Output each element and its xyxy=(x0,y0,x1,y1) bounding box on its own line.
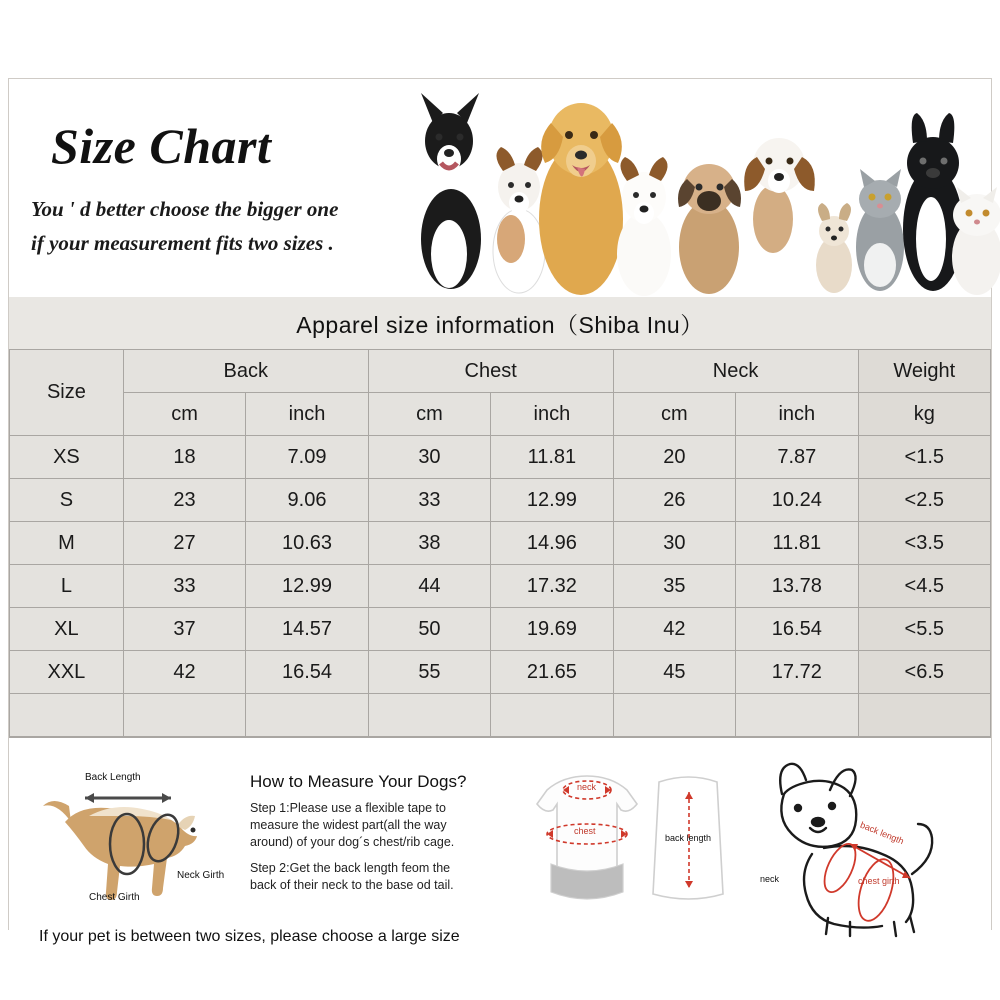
cell-chest-inch: 19.69 xyxy=(491,608,613,651)
cell-size: S xyxy=(10,479,124,522)
cell-chest-cm: 50 xyxy=(368,608,490,651)
empty-cell xyxy=(10,694,124,737)
measure-title: How to Measure Your Dogs? xyxy=(250,772,467,791)
cell-back-inch: 12.99 xyxy=(246,565,368,608)
table-row xyxy=(10,436,991,479)
table-row xyxy=(10,608,991,651)
garment-measurement-diagram xyxy=(529,756,759,926)
cell-back-cm: 42 xyxy=(123,651,245,694)
cell-weight-kg: <6.5 xyxy=(858,651,990,694)
table-title: Apparel size information（Shiba Inu） xyxy=(9,297,991,349)
label-outline-neck: neck xyxy=(760,874,780,884)
table-header-group-row xyxy=(10,350,991,393)
page-title: Size Chart xyxy=(51,118,272,174)
cell-weight-kg: <2.5 xyxy=(858,479,990,522)
cell-neck-cm: 42 xyxy=(613,608,735,651)
dog-border-collie xyxy=(421,93,481,289)
cell-chest-inch: 11.81 xyxy=(491,436,613,479)
table-row xyxy=(10,565,991,608)
cell-chest-inch: 21.65 xyxy=(491,651,613,694)
cell-back-inch: 14.57 xyxy=(246,608,368,651)
cell-size: M xyxy=(10,522,124,565)
size-footnote: If your pet is between two sizes, please choose a large size xyxy=(39,928,460,945)
label-garment-back-length: back length xyxy=(665,833,712,843)
cell-chest-cm: 38 xyxy=(368,522,490,565)
cell-weight-kg: <4.5 xyxy=(858,565,990,608)
table-row xyxy=(10,479,991,522)
empty-cell xyxy=(736,694,858,737)
cell-neck-cm: 30 xyxy=(613,522,735,565)
empty-cell xyxy=(613,694,735,737)
unit-back-inch: inch xyxy=(246,393,368,436)
header-subtitle-line2: if your measurement fits two sizes . xyxy=(31,231,334,255)
cell-back-cm: 33 xyxy=(123,565,245,608)
cell-neck-cm: 45 xyxy=(613,651,735,694)
header-back: Back xyxy=(123,350,368,393)
unit-weight-kg: kg xyxy=(858,393,990,436)
empty-cell xyxy=(491,694,613,737)
cell-weight-kg: <5.5 xyxy=(858,608,990,651)
cell-chest-cm: 44 xyxy=(368,565,490,608)
cell-back-inch: 16.54 xyxy=(246,651,368,694)
cell-size: XXL xyxy=(10,651,124,694)
cell-back-cm: 37 xyxy=(123,608,245,651)
dog-jack-russell-mid xyxy=(617,157,671,296)
header-size: Size xyxy=(10,350,124,436)
table-row-empty xyxy=(10,694,991,737)
dog-pekingese xyxy=(678,164,741,294)
cell-weight-kg: <3.5 xyxy=(858,522,990,565)
cell-back-cm: 27 xyxy=(123,522,245,565)
table-row xyxy=(10,651,991,694)
cell-weight-kg: <1.5 xyxy=(858,436,990,479)
empty-cell xyxy=(368,694,490,737)
table-header-unit-row xyxy=(10,393,991,436)
header-weight: Weight xyxy=(858,350,990,393)
table-row xyxy=(10,522,991,565)
cell-chest-cm: 33 xyxy=(368,479,490,522)
cell-neck-inch: 7.87 xyxy=(736,436,858,479)
label-back-length: Back Length xyxy=(85,772,141,783)
cat-white-persian xyxy=(952,187,1000,295)
cell-size: XL xyxy=(10,608,124,651)
unit-back-cm: cm xyxy=(123,393,245,436)
cell-neck-inch: 11.81 xyxy=(736,522,858,565)
unit-chest-cm: cm xyxy=(368,393,490,436)
size-information-table xyxy=(9,349,991,737)
cell-size: L xyxy=(10,565,124,608)
dog-jack-russell-left xyxy=(493,147,545,293)
cell-neck-cm: 20 xyxy=(613,436,735,479)
cell-size: XS xyxy=(10,436,124,479)
cell-back-cm: 18 xyxy=(123,436,245,479)
dog-beagle xyxy=(744,138,815,293)
label-garment-neck: neck xyxy=(577,782,597,792)
cell-neck-cm: 35 xyxy=(613,565,735,608)
cell-neck-inch: 17.72 xyxy=(736,651,858,694)
header-subtitle-line1: You ' d better choose the bigger one xyxy=(31,197,339,221)
dog-measurement-diagram xyxy=(27,760,239,910)
dog-outline-diagram xyxy=(754,750,969,940)
label-neck-girth: Neck Girth xyxy=(177,870,225,881)
measure-step-1: Step 1:Please use a flexible tape to measure the widest part(all the way around) of your dog´s chest/rib cage. xyxy=(250,801,455,849)
measure-step-2: Step 2:Get the back length feom the back of their neck to the base od tail. xyxy=(250,861,454,892)
empty-cell xyxy=(123,694,245,737)
unit-chest-inch: inch xyxy=(491,393,613,436)
cell-chest-inch: 17.32 xyxy=(491,565,613,608)
empty-cell xyxy=(858,694,990,737)
cell-back-inch: 9.06 xyxy=(246,479,368,522)
dog-chihuahua xyxy=(816,203,852,293)
size-chart-card xyxy=(8,78,992,945)
label-outline-back-length: back length xyxy=(858,819,906,847)
measure-instructions-panel xyxy=(9,737,991,970)
label-outline-chest-girth: chest girth xyxy=(858,876,900,886)
cell-back-inch: 7.09 xyxy=(246,436,368,479)
pets-photo-illustration xyxy=(391,79,991,297)
unit-neck-cm: cm xyxy=(613,393,735,436)
cell-back-cm: 23 xyxy=(123,479,245,522)
unit-neck-inch: inch xyxy=(736,393,858,436)
cat-grey xyxy=(856,169,904,291)
cell-chest-inch: 14.96 xyxy=(491,522,613,565)
header-chest: Chest xyxy=(368,350,613,393)
label-chest-girth: Chest Girth xyxy=(89,892,140,903)
cell-chest-cm: 55 xyxy=(368,651,490,694)
label-garment-chest: chest xyxy=(574,826,596,836)
cell-neck-inch: 16.54 xyxy=(736,608,858,651)
cell-neck-inch: 10.24 xyxy=(736,479,858,522)
header-band xyxy=(9,79,991,297)
dog-golden-retriever xyxy=(539,103,623,295)
cell-chest-inch: 12.99 xyxy=(491,479,613,522)
empty-cell xyxy=(246,694,368,737)
cell-chest-cm: 30 xyxy=(368,436,490,479)
header-neck: Neck xyxy=(613,350,858,393)
cell-back-inch: 10.63 xyxy=(246,522,368,565)
cell-neck-cm: 26 xyxy=(613,479,735,522)
cell-neck-inch: 13.78 xyxy=(736,565,858,608)
